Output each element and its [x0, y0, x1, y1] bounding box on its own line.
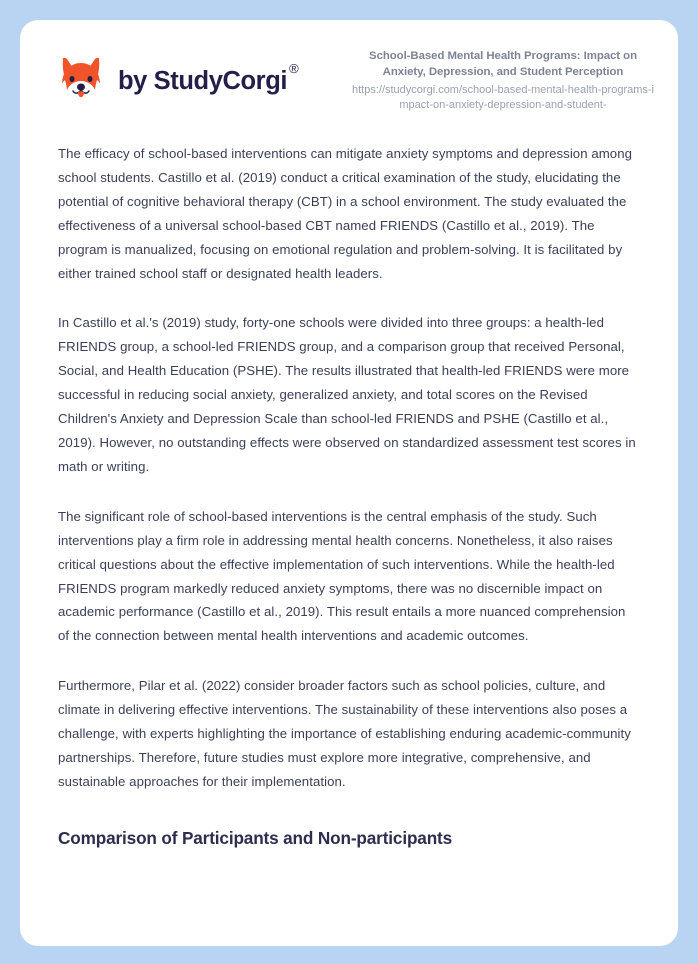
document-page-card: [20, 20, 678, 946]
brand-wordmark: [118, 61, 299, 96]
body-paragraph: Furthermore, Pilar et al. (2022) consider broader factors such as school policies, culture, and climate in delivering effective interventions. The sustainability of these interventions also poses a challenge, with experts highlighting the importance of establishing enduring academic-community partnerships. Therefore, future studies must explore more integrative, comprehensive, and sustainable approaches for their implementation.: [58, 678, 631, 789]
document-body: [20, 142, 678, 849]
brand-wordmark-text: by StudyCorgi: [118, 66, 288, 95]
body-paragraph: In Castillo et al.'s (2019) study, forty-one schools were divided into three groups: a health-led FRIENDS group, a school-led FRIENDS group, and a comparison group that received Personal, Social, and Health Education (PSHE). The results illustrated that health-led FRIENDS were more successful in reducing social anxiety, generalized anxiety, and total scores on the Revised Children's Anxiety and Depression Scale than school-led FRIENDS and PSHE (Castillo et al., 2019). However, no outstanding effects were observed on standardized assessment test scores in math or writing.: [58, 315, 636, 474]
brand-logo-group: [58, 56, 298, 106]
section-heading: Comparison of Participants and Non-participants: [58, 827, 453, 848]
corgi-face-icon: [58, 56, 104, 106]
document-title: School-Based Mental Health Programs: Impact on Anxiety, Depression, and Student Perception: [369, 50, 637, 78]
registered-trademark-icon: ®: [289, 61, 299, 76]
body-paragraph: The efficacy of school-based interventions can mitigate anxiety symptoms and depression among school students. Castillo et al. (2019) conduct a critical examination of the study, elucidating the potential of cognitive behavioral therapy (CBT) in a school environment. The study evaluated the effectiveness of a universal school-based CBT named FRIENDS (Castillo et al., 2019). The program is manualized, focusing on emotional regulation and problem-solving. It is facilitated by either trained school staff or designated health leaders.: [58, 146, 632, 281]
body-paragraph: The significant role of school-based interventions is the central emphasis of the study. Such interventions play a firm role in addressing mental health concerns. Nonetheless, it also raises critical questions about the effective implementation of such interventions. While the health-led FRIENDS program markedly reduced anxiety symptoms, there was no discernible impact on academic performance (Castillo et al., 2019). This result entails a more nuanced comprehension of the connection between mental health interventions and academic outcomes.: [58, 508, 626, 644]
source-url: https://studycorgi.com/school-based-mental-health-programs-impact-on-anxiety-depression-and-student-: [351, 83, 655, 111]
document-header: [20, 20, 678, 142]
header-metadata: [298, 49, 664, 112]
